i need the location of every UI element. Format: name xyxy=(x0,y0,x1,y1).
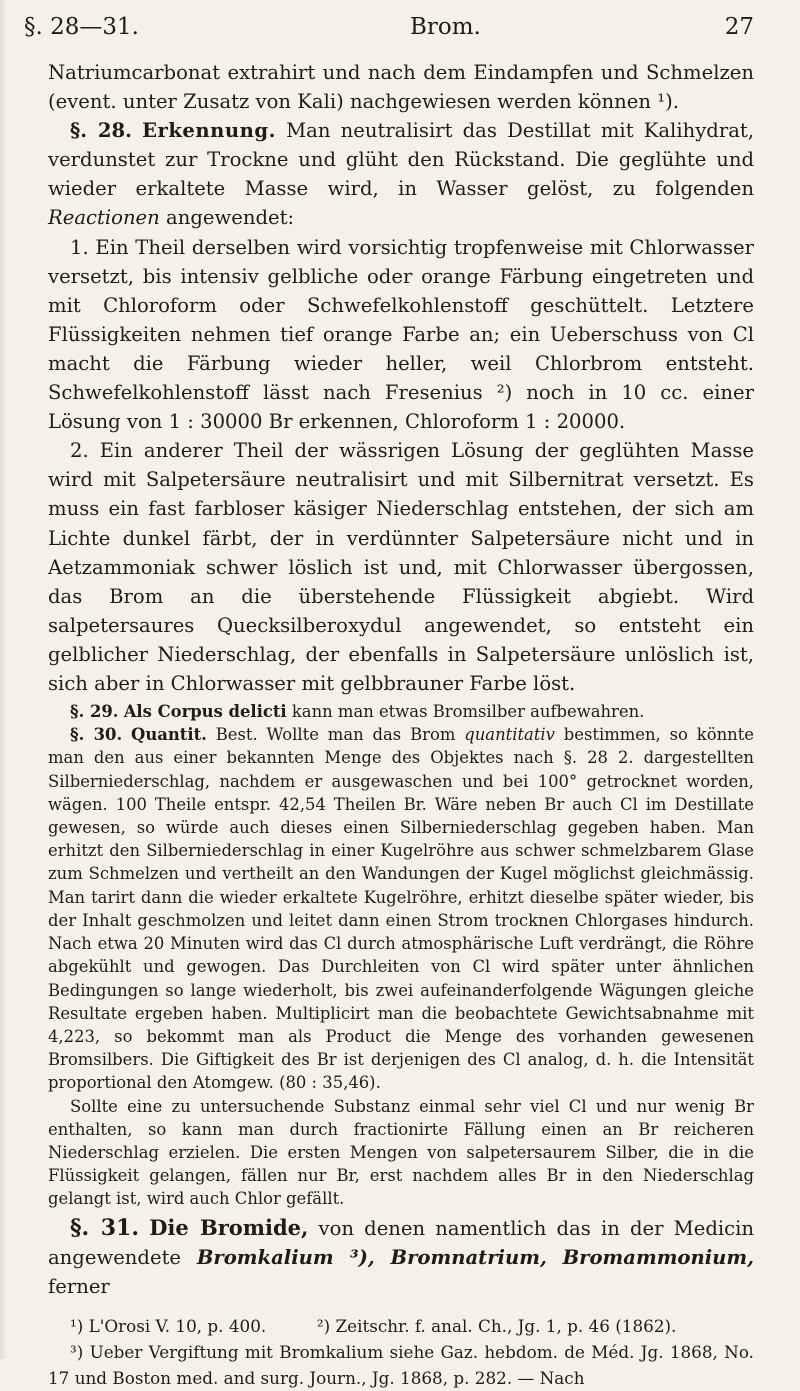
section-30-title: Quantit. xyxy=(131,725,207,745)
section-29-text: kann man etwas Bromsilber aufbewahren. xyxy=(291,702,645,722)
footnote-2-text: ²) Zeitschr. f. anal. Ch., Jg. 1, p. 46 (1862). xyxy=(316,1315,677,1336)
section-28-number: §. 28. xyxy=(70,119,132,143)
section-28-emphasis: Reactionen xyxy=(48,206,160,230)
section-30-number: §. 30. xyxy=(70,725,123,745)
section-31-emphasis-2: Bromnatrium, xyxy=(390,1245,547,1269)
reaction-1: 1. Ein Theil derselben wird vorsichtig tropfenweise mit Chlorwasser versetzt, bis intensiv gelbliche oder orange Färbung eingetreten und mit Chloroform oder Schwefelkohlenstoff geschüttelt. Letztere Flüssigkeiten nehmen tief orange Farbe an; ein Ueberschuss von Cl macht die Färbung wieder heller, weil Chlorbrom entsteht. Schwefelkohlenstoff lässt nach Fresenius ²) noch in 10 cc. einer Lösung von 1 : 30000 Br erkennen, Chloroform 1 : 20000. xyxy=(48,235,754,434)
section-28-title: Erkennung. xyxy=(142,119,276,143)
section-31-text-end: ferner xyxy=(48,1274,110,1298)
section-31-number: §. 31. xyxy=(70,1214,140,1241)
page-edge-shadow xyxy=(0,0,8,1359)
footnote-1-text: ¹) L'Orosi V. 10, p. 400. xyxy=(70,1315,267,1336)
header-title: Brom. xyxy=(410,14,481,40)
running-header xyxy=(24,14,754,44)
section-28 xyxy=(48,116,754,232)
section-28-text-end: angewendet: xyxy=(166,206,295,230)
header-section-range: §. 28—31. xyxy=(24,14,139,40)
footnote-spacer xyxy=(48,1301,754,1313)
section-30-text-cont: bestimmen, so könnte man den aus einer bekannten Menge des Objektes nach §. 28 2. dargestellten Silberniederschlag, nachdem er ausgewaschen und bei 100° getrocknet worden, wägen. 100 Theile entspr. 42,54 Theilen Br. Wäre neben Br auch Cl im Destillate gewesen, so würde auch dieses einen Silberniederschlag gegeben haben. Man erhitzt den Silberniederschlag in einer Kugelröhre aus schwer schmelzbarem Glase zum Schmelzen und vertheilt an den Wandungen der Kugel möglichst gleichmässig. Man tarirt dann die wieder erkaltete Kugelröhre, erhitzt dieselbe später wieder, bis der Inhalt geschmolzen und leitet dann einen Strom trocknen Chlorgases hindurch. Nach etwa 20 Minuten wird das Cl durch atmosphärische Luft verdrängt, die Röhre abgekühlt und gewogen. Das Durchleiten von Cl wird später unter ähnlichen Bedingungen so lange wiederholt, bis zwei aufeinanderfolgende Wägungen gleiche Resultate ergeben haben. Multiplicirt man die beobachtete Gewichtsabnahme mit 4,223, so bekommt man als Product die Menge des vorhanden gewesenen Bromsilbers. Die Giftigkeit des Br ist derjenigen des Cl analog, d. h. die Intensität proportional den Atomgew. (80 : 35,46). xyxy=(48,725,754,1093)
section-31 xyxy=(48,1213,754,1301)
section-29 xyxy=(48,700,754,723)
section-28-text: Man neutralisirt das Destillat mit Kalihydrat, verdunstet zur Trockne und glüht den Rückstand. Die geglühte und wieder erkaltete Masse wird, in Wasser gelöst, zu folgenden xyxy=(48,119,754,201)
section-30-emphasis: quantitativ xyxy=(464,725,555,745)
page-number: 27 xyxy=(724,14,754,40)
section-30-text: Best. Wollte man das Brom xyxy=(215,725,456,745)
section-30-paragraph-2: Sollte eine zu untersuchende Substanz einmal sehr viel Cl und nur wenig Br enthalten, so kann man durch fractionirte Fällung einen an Br reicheren Niederschlag erzielen. Die ersten Mengen von salpetersaurem Silber, die in die Flüssigkeit gelangen, fällen nur Br, erst nachdem alles Br in den Niederschlag gelangt ist, wird auch Chlor gefällt. xyxy=(48,1096,754,1209)
section-29-title: Als Corpus delicti xyxy=(123,702,287,722)
section-31-text: von denen namentlich das in der Medicin angewendete xyxy=(48,1216,754,1269)
section-29-number: §. 29. xyxy=(70,702,119,722)
paragraph-continuation: Natriumcarbonat extrahirt und nach dem Eindampfen und Schmelzen (event. unter Zusatz von Kali) nachgewiesen werden können ¹). xyxy=(48,61,754,114)
page-body xyxy=(48,58,754,1391)
section-31-title: Die Bromide, xyxy=(149,1214,309,1240)
footnote-1 xyxy=(48,1313,754,1339)
section-30 xyxy=(48,723,754,1094)
reaction-2: 2. Ein anderer Theil der wässrigen Lösung der geglühten Masse wird mit Salpetersäure neutralisirt und mit Silbernitrat versetzt. Es muss ein fast farbloser käsiger Niederschlag entstehen, der sich am Lichte dunkel färbt, der in verdünnter Salpetersäure nicht und in Aetzammoniak schwer löslich ist und, mit Chlorwasser übergossen, das Brom an die überstehende Flüssigkeit abgiebt. Wird salpetersaures Quecksilberoxydul angewendet, so entsteht ein gelblicher Niederschlag, der ebenfalls in Salpetersäure unlöslich ist, sich aber in Chlorwasser mit gelbbrauner Farbe löst. xyxy=(48,439,754,695)
footnote-3: ³) Ueber Vergiftung mit Bromkalium siehe Gaz. hebdom. de Méd. Jg. 1868, No. 17 und Boston med. and surg. Journ., Jg. 1868, p. 282. — Nach xyxy=(48,1341,754,1388)
section-31-emphasis-3: Bromammonium, xyxy=(562,1245,754,1269)
section-31-emphasis-1: Bromkalium ³), xyxy=(196,1245,375,1269)
